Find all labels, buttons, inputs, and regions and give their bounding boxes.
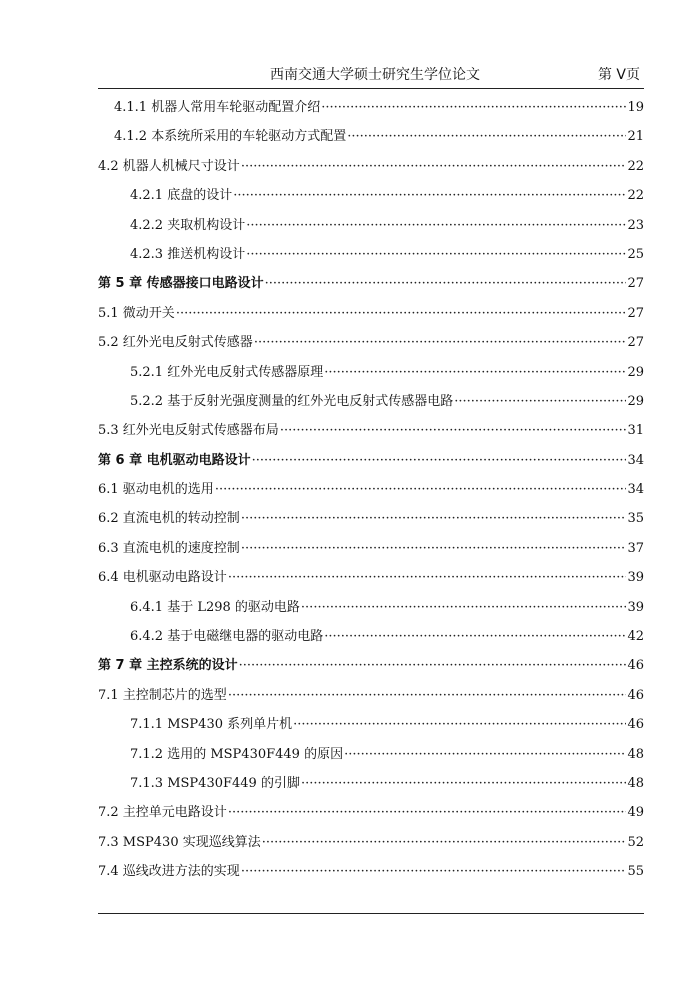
toc-entry-label: 5.2.2 基于反射光强度测量的红外光电反射式传感器电路 — [130, 393, 454, 409]
toc-entry-page: 27 — [627, 276, 644, 292]
toc-entry-page: 35 — [627, 511, 644, 527]
toc-entry-label: 6.3 直流电机的速度控制 — [98, 540, 240, 556]
dot-leader — [241, 857, 627, 886]
toc-entry-page: 48 — [627, 775, 644, 791]
toc-entry — [98, 93, 644, 122]
toc-entry — [98, 622, 644, 651]
toc-entry — [98, 328, 644, 357]
toc-chapter-entry — [98, 269, 644, 298]
toc-entry — [98, 681, 644, 710]
toc-entry — [98, 828, 644, 857]
dot-leader — [228, 681, 627, 710]
dot-leader — [280, 416, 627, 445]
dot-leader — [321, 93, 626, 122]
toc-entry-page: 34 — [627, 452, 644, 468]
toc-entry-label: 4.1.1 机器人常用车轮驱动配置介绍 — [114, 100, 321, 115]
footer-rule — [98, 913, 644, 914]
toc-entry-label: 4.2.3 推送机构设计 — [130, 246, 246, 262]
dot-leader — [324, 622, 626, 651]
toc-entry-page: 27 — [627, 305, 644, 321]
dot-leader — [241, 504, 627, 533]
page-number: 第 V页 — [597, 67, 640, 83]
toc-entry — [98, 563, 644, 592]
toc-entry-label: 5.2.1 红外光电反射式传感器原理 — [130, 364, 324, 380]
dot-leader — [176, 299, 627, 328]
toc-entry-page: 22 — [627, 158, 644, 174]
toc-entry-label: 4.1.2 本系统所采用的车轮驱动方式配置 — [114, 129, 347, 145]
dot-leader — [228, 563, 627, 592]
toc-entry-page: 22 — [627, 188, 644, 204]
toc-entry-label: 5.2 红外光电反射式传感器 — [98, 335, 253, 351]
toc-entry-label: 4.2.1 底盘的设计 — [130, 188, 233, 204]
toc-entry-label: 7.1.1 MSP430 系列单片机 — [130, 717, 293, 733]
toc-entry-label: 5.3 红外光电反射式传感器布局 — [98, 423, 279, 439]
toc-entry-page: 46 — [627, 687, 644, 703]
toc-entry-page: 48 — [627, 746, 644, 762]
dot-leader — [347, 122, 626, 151]
dot-leader — [246, 211, 626, 240]
page-header — [98, 64, 644, 86]
toc-entry-label: 7.1.2 选用的 MSP430F449 的原因 — [130, 746, 344, 762]
toc-entry — [98, 504, 644, 533]
toc-entry — [98, 798, 644, 827]
toc-entry — [98, 534, 644, 563]
dot-leader — [265, 269, 627, 298]
toc-entry — [98, 240, 644, 269]
toc-entry — [98, 857, 644, 886]
toc-entry-page: 55 — [627, 864, 644, 880]
header-rule — [98, 88, 644, 89]
toc-entry — [98, 593, 644, 622]
dot-leader — [252, 446, 627, 475]
toc-entry — [98, 122, 644, 151]
dot-leader — [246, 240, 626, 269]
dot-leader — [301, 593, 627, 622]
dot-leader — [241, 534, 627, 563]
toc-entry-label: 7.3 MSP430 实现巡线算法 — [98, 834, 261, 850]
toc-entry-page: 31 — [627, 423, 644, 439]
toc-entry-page: 39 — [627, 599, 644, 615]
dot-leader — [262, 828, 627, 857]
toc-entry-label: 6.4.2 基于电磁继电器的驱动电路 — [130, 629, 324, 645]
toc-entry-label: 4.2.2 夹取机构设计 — [130, 217, 246, 233]
toc-entry-label: 第 7 章 主控系统的设计 — [98, 658, 238, 674]
toc-entry — [98, 152, 644, 181]
toc-entry-label: 4.2 机器人机械尺寸设计 — [98, 158, 240, 174]
dot-leader — [215, 475, 627, 504]
toc-chapter-entry — [98, 446, 644, 475]
dot-leader — [324, 358, 626, 387]
toc-entry-page: 29 — [627, 393, 644, 409]
dot-leader — [254, 328, 627, 357]
toc-entry-label: 第 5 章 传感器接口电路设计 — [98, 276, 264, 292]
toc-entry-page: 46 — [627, 658, 644, 674]
toc-entry-page: 39 — [627, 570, 644, 586]
toc-entry-label: 6.4 电机驱动电路设计 — [98, 570, 227, 586]
toc-entry — [98, 416, 644, 445]
toc-entry-page: 19 — [627, 100, 644, 115]
toc-entry-page: 46 — [627, 717, 644, 733]
toc-entry-page: 34 — [627, 482, 644, 498]
toc-entry-label: 6.2 直流电机的转动控制 — [98, 511, 240, 527]
toc-entry-label: 第 6 章 电机驱动电路设计 — [98, 452, 251, 468]
toc-entry-label: 7.4 巡线改进方法的实现 — [98, 864, 240, 880]
toc-entry-label: 7.1.3 MSP430F449 的引脚 — [130, 775, 300, 791]
toc-entry — [98, 769, 644, 798]
toc-entry-page: 29 — [627, 364, 644, 380]
toc-entry — [98, 387, 644, 416]
dot-leader — [454, 387, 626, 416]
toc-entry-page: 27 — [627, 335, 644, 351]
toc-entry — [98, 358, 644, 387]
toc-entry-label: 6.1 驱动电机的选用 — [98, 482, 214, 498]
toc-entry-page: 49 — [627, 805, 644, 821]
toc-entry — [98, 710, 644, 739]
dot-leader — [241, 152, 627, 181]
dot-leader — [228, 798, 627, 827]
dot-leader — [293, 710, 626, 739]
toc-entry — [98, 740, 644, 769]
dot-leader — [301, 769, 627, 798]
toc-entry — [98, 475, 644, 504]
dot-leader — [239, 651, 627, 680]
thesis-title: 西南交通大学硕士研究生学位论文 — [270, 67, 480, 83]
toc-entry — [98, 181, 644, 210]
toc-entry — [98, 299, 644, 328]
dot-leader — [233, 181, 626, 210]
toc-entry-page: 37 — [627, 540, 644, 556]
toc-entry-page: 52 — [627, 834, 644, 850]
toc-entry-label: 5.1 微动开关 — [98, 305, 175, 321]
toc-chapter-entry — [98, 651, 644, 680]
toc-entry-page: 21 — [627, 129, 644, 145]
toc-entry-label: 7.2 主控单元电路设计 — [98, 805, 227, 821]
toc-entry-page: 25 — [627, 246, 644, 262]
toc-entry-label: 7.1 主控制芯片的选型 — [98, 687, 227, 703]
dot-leader — [344, 740, 626, 769]
toc-entry-page: 23 — [627, 217, 644, 233]
toc-entry-page: 42 — [627, 629, 644, 645]
toc-entry-label: 6.4.1 基于 L298 的驱动电路 — [130, 599, 300, 615]
table-of-contents — [98, 93, 644, 887]
toc-entry — [98, 211, 644, 240]
